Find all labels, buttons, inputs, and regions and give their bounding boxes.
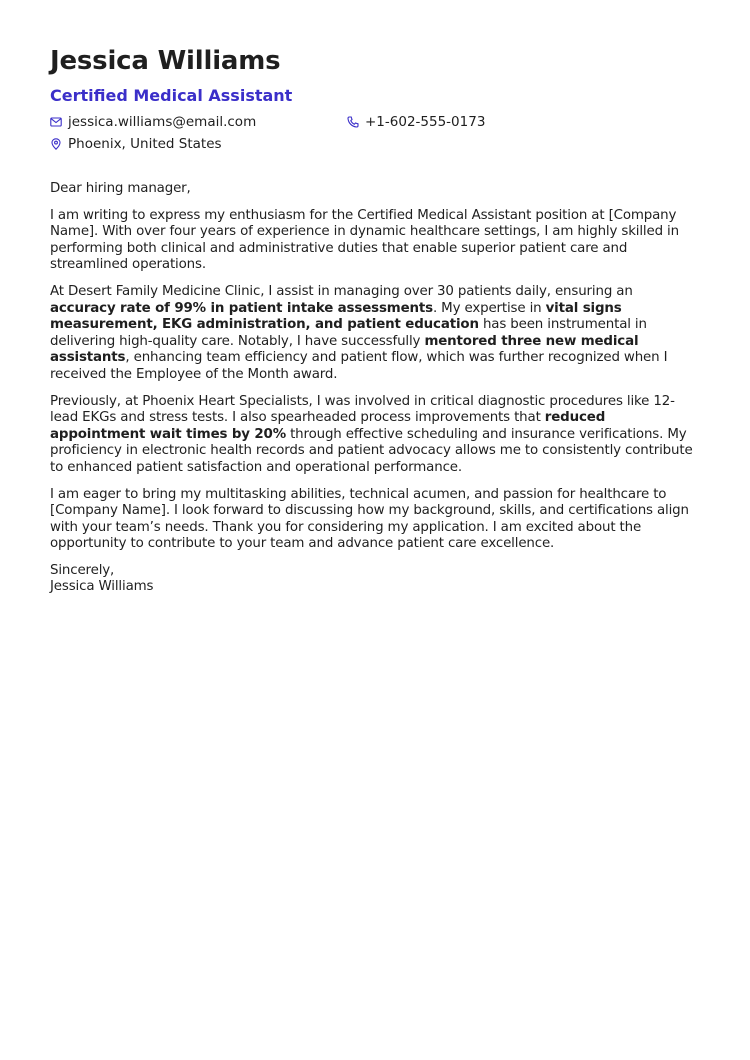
p2-highlight-2: vital signs measurement, EKG administration, and patient education — [50, 300, 622, 333]
contact-email[interactable] — [50, 113, 256, 131]
p3-text-1: Previously, at Phoenix Heart Specialists, I was involved in critical diagnostic procedures like 12-lead EKGs and stress tests. I also spearheaded process improvements that — [50, 393, 675, 426]
signature-name: Jessica Williams — [50, 579, 154, 595]
greeting: Dear hiring manager, — [50, 181, 191, 196]
paragraph-4: I am eager to bring my multitasking abilities, technical acumen, and passion for healthcare to [Company Name]. I look forward to discussing how my background, skills, and certifications align with your team’s needs. Thank you for considering my application. I am excited about the opportunity to contribute to your team and advance patient care excellence. — [50, 486, 689, 552]
email-text: jessica.williams@email.com — [68, 114, 257, 130]
applicant-name: Jessica Williams — [50, 46, 281, 76]
p2-text-3: has been instrumental in delivering high-quality care. Notably, I have successfully — [50, 317, 647, 349]
contact-location — [50, 135, 222, 153]
paragraph-1: I am writing to express my enthusiasm for the Certified Medical Assistant position at [Company Name]. With over four years of experience in dynamic healthcare settings, I am highly skilled in performing both clinical and administrative duties that enable superior patient care and streamlined operations. — [50, 207, 679, 273]
closing — [50, 563, 702, 596]
p2-text-4: , enhancing team efficiency and patient flow, which was further recognized when I received the Employee of the Month award. — [50, 350, 668, 382]
letter-body — [50, 181, 702, 606]
location-text: Phoenix, United States — [68, 136, 222, 152]
sign-off: Sincerely, — [50, 562, 115, 578]
mail-icon — [50, 116, 62, 128]
paragraph-2 — [50, 284, 702, 384]
location-pin-icon — [50, 138, 62, 150]
p3-text-2: through effective scheduling and insurance verifications. My proficiency in electronic health records and patient advocacy allows me to consistently contribute to enhanced patient satisfaction and operational performance. — [50, 426, 693, 475]
p2-text-1: At Desert Family Medicine Clinic, I assist in managing over 30 patients daily, ensuring an — [50, 283, 633, 299]
phone-icon — [347, 116, 359, 128]
paragraph-3 — [50, 394, 702, 477]
contact-phone[interactable] — [347, 113, 485, 131]
p2-highlight-1: accuracy rate of 99% in patient intake assessments — [50, 300, 433, 316]
p2-highlight-3: mentored three new medical assistants — [50, 333, 639, 366]
job-title: Certified Medical Assistant — [50, 86, 293, 105]
p3-highlight-1: reduced appointment wait times by 20% — [50, 410, 606, 442]
phone-text: +1-602-555-0173 — [365, 114, 486, 130]
p2-text-2: . My expertise in — [432, 300, 546, 316]
